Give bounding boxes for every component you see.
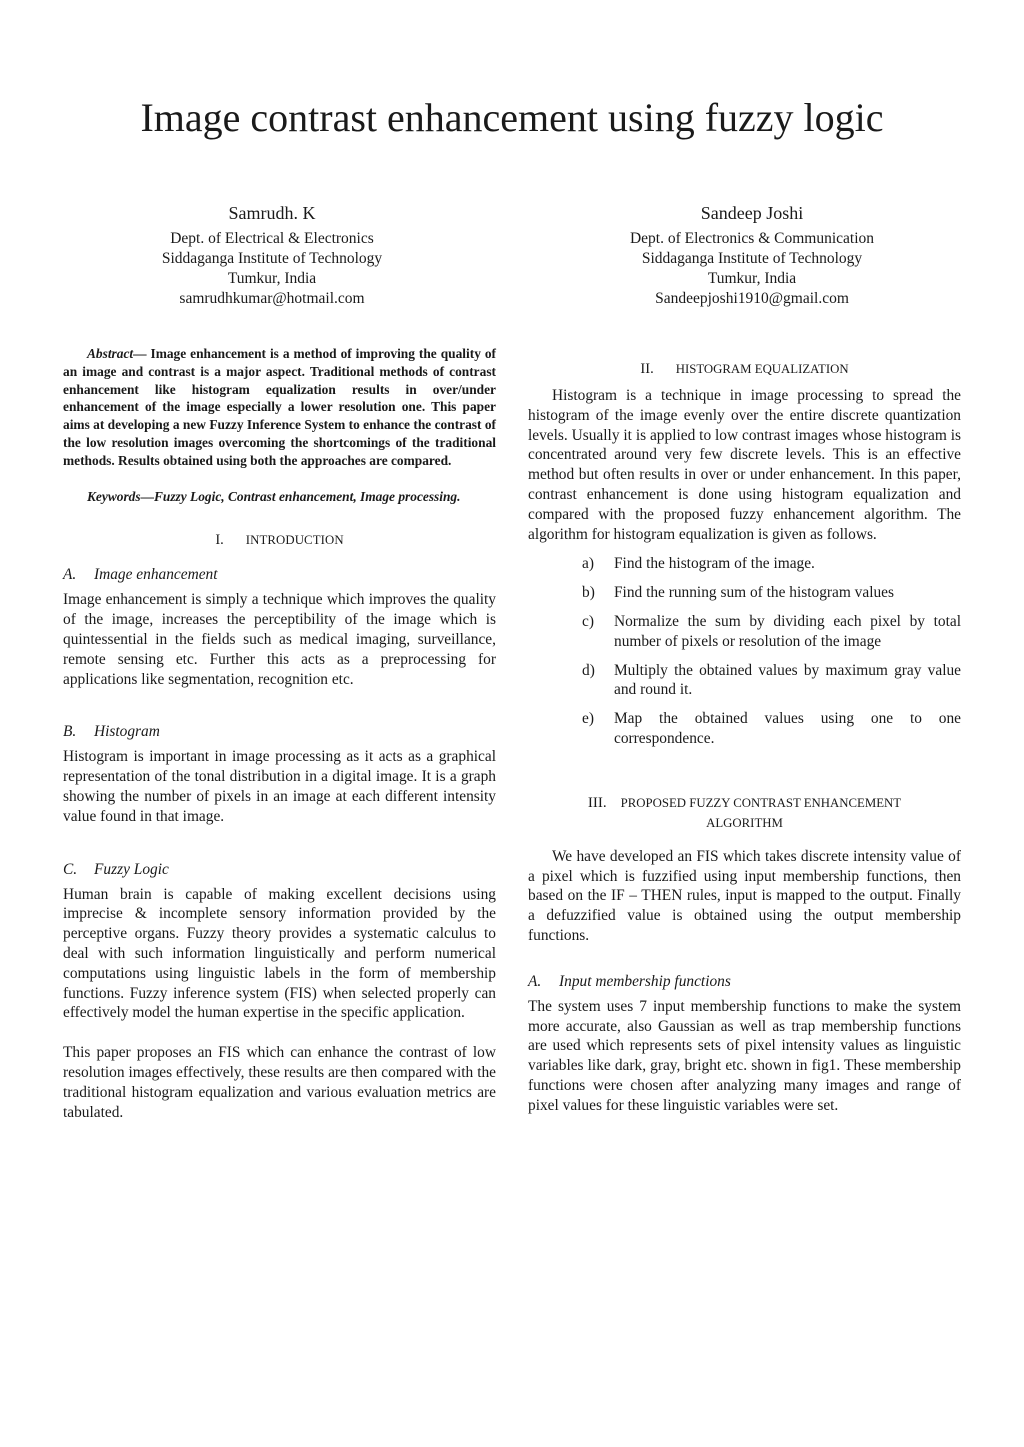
subsection-letter: A. [63,566,77,584]
subsection-heading-histogram [63,722,496,742]
subsection-title: Histogram [94,723,160,741]
subsection-title: Image enhancement [94,566,218,584]
section-heading-histogram-equalization [528,360,961,378]
step-text: Find the histogram of the image. [614,555,815,573]
subsection-heading-image-enhancement [63,565,496,585]
author-block-1 [102,202,442,309]
list-item [528,709,961,749]
author-location: Tumkur, India [227,270,317,287]
author-institute: Siddaganga Institute of Technology [161,250,383,267]
author-email: Sandeepjoshi1910@gmail.com [655,290,849,307]
step-text: Map the obtained values using one to one correspondence. [614,710,961,747]
subsection-letter: C. [63,860,78,878]
list-item [528,554,961,574]
paragraph-image-enhancement: Image enhancement is simply a technique which improves the quality of the image, increases the perceptibility of the image which is quintessential in the fields such as medical imaging, surveillance, remote sensing etc. Further this acts as a preprocessing for applications like segmentation, recognition etc. [63,591,496,688]
abstract [63,345,496,470]
section-heading-introduction [63,531,496,549]
author-email: samrudhkumar@hotmail.com [179,290,365,307]
paper-title: Image contrast enhancement using fuzzy logic [140,95,884,140]
paragraph-input-membership: The system uses 7 input membership functions to make the system more accurate, also Gaussian as well as trap membership functions are used which represents sets of pixel intensity values as linguistic variables like dark, gray, bright etc. shown in fig1. These membership functions were chosen after analyzing many images and range of pixel values for these linguistic variables were set. [528,997,961,1114]
abstract-text: — Image enhancement is a method of improving the quality of an image and contrast is a major aspect. Traditional methods of contrast enhancement like histogram equalization results in over/under enhancement of the image especially a lower resolution one. This paper aims at developing a new Fuzzy Inference System to enhance the contrast of the low resolution images overcoming the shortcomings of the traditional methods. Results obtained using both the approaches are compared. [63,346,496,468]
paragraph-fuzzy-logic: Human brain is capable of making excellent decisions using imprecise & incomplete sensory information provided by the perceptive organs. Fuzzy theory provides a systematic calculus to deal with such information linguistically and perform numerical computations using linguistic labels in the form of membership functions. Fuzzy inference system (FIS) when selected properly can effectively model the human expertise in the specific application. [63,885,496,1022]
keywords: Keywords—Fuzzy Logic, Contrast enhancement, Image processing. [87,488,461,504]
step-marker: c) [582,612,594,630]
author-institute: Siddaganga Institute of Technology [641,250,863,267]
section-number: I. [215,532,224,549]
subsection-heading-input-membership [528,972,961,992]
section-title: HISTOGRAM EQUALIZATION [675,362,849,376]
paragraph-paper-proposal: This paper proposes an FIS which can enhance the contrast of low resolution images effectively, these results are then compared with the traditional histogram equalization and various evaluation metrics are tabulated. [63,1044,496,1121]
step-marker: e) [582,710,594,728]
author-name: Sandeep Joshi [700,203,804,223]
list-item [528,583,961,603]
list-item [528,661,961,701]
step-marker: a) [582,555,594,573]
algorithm-steps [528,554,961,748]
section-title: INTRODUCTION [245,533,344,548]
step-marker: b) [582,584,595,602]
section-title-line2: ALGORITHM [706,815,783,830]
section-heading-proposed-algorithm [528,793,961,833]
section-title-line1: PROPOSED FUZZY CONTRAST ENHANCEMENT [620,795,902,810]
paragraph-histogram: Histogram is important in image processing as it acts as a graphical representation of the tonal distribution in a digital image. It is a graph showing the number of pixels in an image at each different intensity value found in that image. [63,748,496,825]
subsection-title: Input membership functions [559,972,731,990]
paragraph-proposed-algorithm: We have developed an FIS which takes discrete intensity value of a pixel which is fuzzified using input membership functions, then based on the IF – THEN rules, input is mapped to the output. Finally a defuzzified value is obtained using the output membership functions. [528,847,961,944]
step-marker: d) [582,661,595,679]
author-dept: Dept. of Electrical & Electronics [170,230,374,247]
author-name: Samrudh. K [228,203,316,223]
subsection-letter: A. [528,972,542,990]
author-dept: Dept. of Electronics & Communication [629,230,875,247]
step-text: Normalize the sum by dividing each pixel by total number of pixels or resolution of the image [614,612,961,650]
subsection-title: Fuzzy Logic [94,860,169,878]
list-item [528,612,961,652]
step-text: Multiply the obtained values by maximum gray value and round it. [614,661,961,699]
section-number: III. [587,794,607,811]
paragraph-histogram-equalization: Histogram is a technique in image processing to spread the histogram of the image evenly over the entire discrete quantization levels. Usually it is applied to low contrast images whose histogram is concentrated around very few discrete levels. This is an effective method but often results in over or under enhancement. In this paper, contrast enhancement is done using histogram equalization and compared with the proposed fuzzy enhancement algorithm. The algorithm for histogram equalization is given as follows. [528,387,961,543]
subsection-letter: B. [63,723,77,741]
left-column [63,345,496,1122]
step-text: Find the running sum of the histogram values [614,584,894,602]
right-column [528,360,961,1116]
subsection-heading-fuzzy-logic [63,860,496,880]
author-location: Tumkur, India [707,270,797,287]
author-block-2 [582,202,922,309]
section-number: II. [640,361,654,377]
abstract-lead: Abstract [87,346,134,361]
